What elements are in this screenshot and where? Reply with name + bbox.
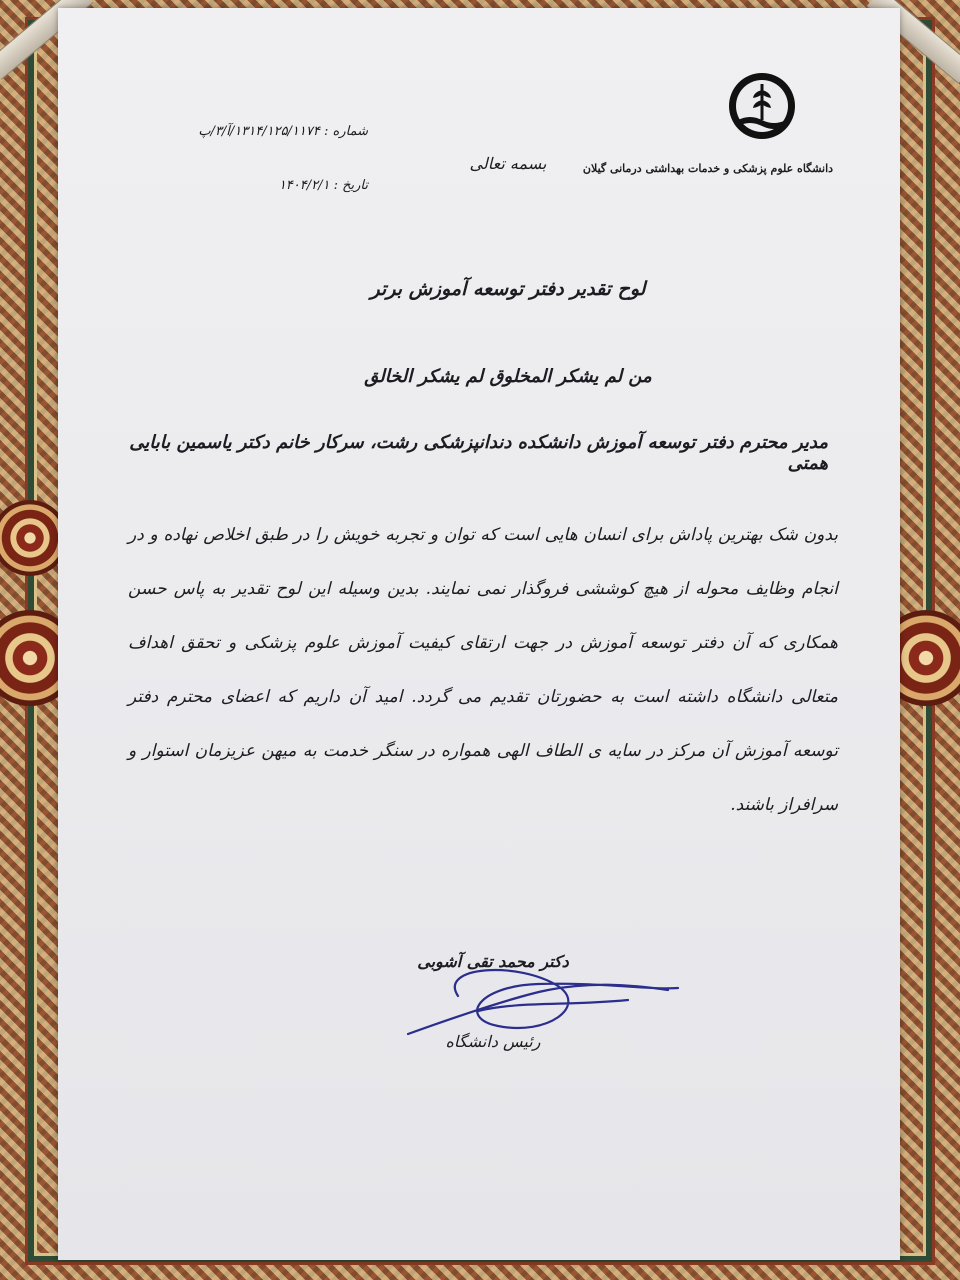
signer-name: دکتر محمد تقی آشوبی bbox=[417, 952, 569, 971]
certificate-body: بدون شک بهترین پاداش برای انسان هایی است که توان و تجربه خویش را در طبق اخلاص نهاده و در انجام وظایف محوله از هیچ کوششی فروگذار نمی نمایند. بدین وسیله این لوح تقدیر به پاس حسن همکاری که آن دفتر توسعه آموزش در جهت ارتقای کیفیت آموزش علوم پزشکی و تحقق اهداف متعالی دانشگاه داشته است به حضورتان تقدیم می گردد. امید آن داریم که اعضای محترم دفتر توسعه آموزش آن مرکز در سایه ی الطاف الهی همواره در سنگر خدمت به میهن عزیزمان استوار و سرافراز باشند. bbox=[128, 525, 838, 815]
signer-title: رئیس دانشگاه bbox=[445, 1032, 541, 1051]
certificate-quote: من لم یشکر المخلوق لم یشکر الخالق bbox=[364, 366, 652, 387]
university-emblem-icon bbox=[726, 70, 798, 142]
letter-date bbox=[148, 178, 368, 193]
number-value: ۱۳۱۴/۱۲۵/۱۱۷۴/آ/۳/پ bbox=[198, 124, 320, 139]
date-value: ۱۴۰۴/۲/۱ bbox=[278, 178, 330, 193]
certificate-title: لوح تقدیر دفتر توسعه آموزش برتر bbox=[370, 278, 646, 300]
signature-stroke bbox=[408, 970, 678, 1034]
number-label: شماره : bbox=[324, 124, 368, 139]
recipient-line: مدیر محترم دفتر توسعه آموزش دانشکده دندانپزشکی رشت، سرکار خانم دکتر یاسمین بابایی همتی bbox=[129, 432, 828, 474]
basmala: بسمه تعالی bbox=[469, 154, 547, 173]
letter-number bbox=[148, 124, 368, 139]
certificate-paper bbox=[58, 8, 900, 1260]
date-label: تاریخ : bbox=[333, 178, 368, 193]
university-name: دانشگاه علوم پزشکی و خدمات بهداشتی درمانی گیلان bbox=[582, 162, 834, 175]
